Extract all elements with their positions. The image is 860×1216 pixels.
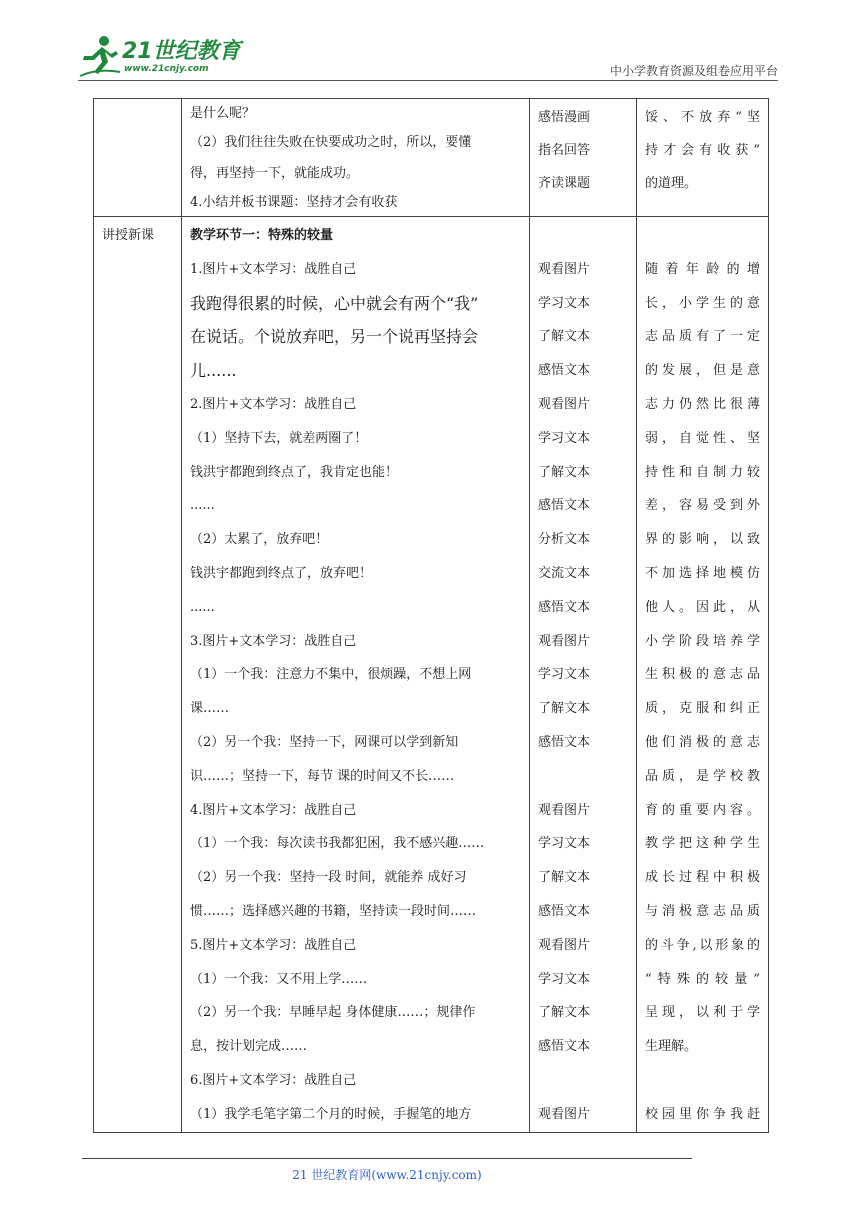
intent-line: 长，小学生的意: [645, 295, 760, 311]
intent-line: 志力仍然比很薄: [645, 396, 760, 412]
intent-line: 成长过程中积极: [645, 870, 760, 886]
activity-cell: [530, 99, 637, 217]
section-cell-empty: [94, 99, 182, 217]
activity-line: 了解文本: [538, 870, 591, 886]
section-label: 讲授新课: [102, 228, 155, 243]
content-line: 课……: [190, 701, 230, 717]
content-line: （1）我学毛笔字第二个月的时候，手握笔的地方: [190, 1106, 472, 1122]
activity-line: 观看图片: [538, 1106, 591, 1122]
activity-line: 感悟文本: [538, 1039, 591, 1055]
activity-line: 观看图片: [538, 633, 591, 649]
content-line: 5.图片+文本学习：战胜自己: [190, 937, 357, 953]
intent-line: [645, 219, 760, 253]
activity-line: 学习文本: [538, 836, 591, 852]
intent-line: “特殊的较量”: [645, 971, 760, 987]
content-line: 惯……；选择感兴趣的书籍，坚持读一段时间……: [190, 903, 477, 919]
platform-title: 中小学教育资源及组卷应用平台: [609, 64, 778, 78]
runner-logo-icon: [78, 32, 122, 78]
intent-line: 校园里你争我赶: [645, 1106, 760, 1122]
activity-line: 齐读课题: [538, 176, 591, 191]
intent-line: 持性和自制力较: [645, 464, 760, 480]
content-line: 2.图片+文本学习：战胜自己: [190, 396, 357, 412]
logo-wordmark: 21世纪教育: [122, 39, 241, 64]
content-cell: [182, 99, 530, 217]
activity-line: 感悟文本: [538, 599, 591, 615]
content-cell: [182, 217, 530, 1133]
content-line: 4.图片+文本学习：战胜自己: [190, 802, 357, 818]
activity-line: 感悟文本: [538, 903, 591, 919]
footer-link[interactable]: 21 世纪教育网(www.21cnjy.com): [292, 1168, 482, 1182]
activity-line: 学习文本: [538, 430, 591, 446]
activity-line: 感悟漫画: [538, 110, 591, 125]
content-line: （2）另一个我：坚持一段 时间，就能养 成好习: [190, 870, 467, 886]
intent-line: 生理解。: [645, 1039, 698, 1055]
activity-cell: [530, 217, 637, 1133]
content-line: 息，按计划完成……: [190, 1039, 308, 1055]
intent-line: 差，容易受到外: [645, 498, 760, 514]
content-line: （2）太累了，放弃吧！: [190, 532, 329, 548]
content-line: 儿......: [190, 361, 237, 381]
table-row-main: [94, 217, 769, 1133]
intent-line: 不加选择地模仿: [645, 565, 760, 581]
lesson-plan-table: [93, 98, 769, 1133]
intent-line: 呈现，以利于学: [645, 1005, 760, 1021]
activity-line: 学习文本: [538, 667, 591, 683]
content-line: （2）我们往往失败在快要成功之时，所以，要懂: [190, 135, 472, 150]
intent-line: 品质，是学校教: [645, 768, 760, 784]
content-line: （2）另一个我：坚持一下，网课可以学到新知: [190, 734, 459, 750]
content-line: 钱洪宇都跑到终点了，放弃吧！: [190, 565, 373, 581]
activity-line: 观看图片: [538, 396, 591, 412]
content-line: （1）坚持下去，就差两圈了！: [190, 430, 368, 446]
activity-line: 了解文本: [538, 1005, 591, 1021]
content-line: （1）一个我：又不用上学……: [190, 971, 368, 987]
content-line: 6.图片+文本学习：战胜自己: [190, 1072, 357, 1088]
section-cell: [94, 217, 182, 1133]
content-line: 钱洪宇都跑到终点了，我肯定也能！: [190, 464, 399, 480]
activity-line: [538, 219, 628, 253]
activity-line: 分析文本: [538, 532, 591, 548]
intent-line: 的发展，但是意: [645, 363, 760, 379]
content-line: ......: [190, 599, 215, 615]
intent-line: 育的重要内容。: [645, 802, 760, 818]
logo-url: www.21cnjy.com: [124, 64, 209, 74]
intent-line: 持才会有收获”: [645, 143, 760, 158]
intent-line: 小学阶段培养学: [645, 633, 760, 649]
intent-line: 生积极的意志品: [645, 667, 760, 683]
header-divider: [78, 80, 778, 81]
activity-line: 学习文本: [538, 971, 591, 987]
activity-line: 了解文本: [538, 701, 591, 717]
intent-cell: [637, 217, 769, 1133]
page-header: [78, 28, 778, 80]
content-line: 得，再坚持一下，就能成功。: [190, 166, 360, 181]
activity-line: 感悟文本: [538, 363, 591, 379]
activity-line: 学习文本: [538, 295, 591, 311]
content-line: 在说话。个说放弃吧，另一个说再坚持会: [190, 327, 479, 347]
content-line: （1）一个我：每次读书我都犯困，我不感兴趣……: [190, 836, 485, 852]
content-line: 识……；坚持一下，每节 课的时间又不长……: [190, 768, 455, 784]
intent-line: 的斗争,以形象的: [645, 937, 760, 953]
activity-line: 指名回答: [538, 143, 591, 158]
content-line: 教学环节一：特殊的较量: [190, 228, 334, 243]
intent-line: 志品质有了一定: [645, 329, 760, 345]
content-line: 我跑得很累的时候，心中就会有两个“我”: [190, 293, 479, 313]
activity-line: 感悟文本: [538, 498, 591, 514]
activity-line: 了解文本: [538, 464, 591, 480]
intent-line: 界的影响，以致: [645, 532, 760, 548]
intent-line: 他人。因此，从: [645, 599, 760, 615]
site-logo[interactable]: [78, 32, 258, 78]
activity-line: 观看图片: [538, 937, 591, 953]
intent-line: 馁、不放弃“坚: [645, 110, 760, 125]
activity-line: 观看图片: [538, 802, 591, 818]
content-line: 3.图片+文本学习：战胜自己: [190, 633, 357, 649]
intent-line: [645, 1064, 760, 1098]
intent-line: 质，克服和纠正: [645, 701, 760, 717]
content-line: 4.小结并板书课题：坚持才会有收获: [190, 195, 398, 210]
activity-line: [538, 760, 628, 794]
activity-line: 了解文本: [538, 329, 591, 345]
intent-line: 教学把这种学生: [645, 836, 760, 852]
activity-line: 感悟文本: [538, 734, 591, 750]
activity-line: 观看图片: [538, 261, 591, 277]
content-line: （2）另一个我：早睡早起 身体健康……；规律作: [190, 1005, 476, 1021]
content-line: 1.图片+文本学习：战胜自己: [190, 261, 357, 277]
footer-divider: [82, 1158, 692, 1159]
content-line: ......: [190, 498, 215, 514]
intent-line: 与消极意志品质: [645, 903, 760, 919]
activity-line: 交流文本: [538, 565, 591, 581]
intent-cell: [637, 99, 769, 217]
table-row-intro: [94, 99, 769, 217]
activity-line: [538, 1064, 628, 1098]
content-line: （1）一个我：注意力不集中，很烦躁，不想上网: [190, 667, 472, 683]
intent-line: 随着年龄的增: [645, 261, 760, 277]
intent-line: 弱，自觉性、坚: [645, 430, 760, 446]
intent-line: 的道理。: [645, 176, 698, 191]
intent-line: 他们消极的意志: [645, 734, 760, 750]
content-line: 是什么呢？: [190, 106, 256, 121]
